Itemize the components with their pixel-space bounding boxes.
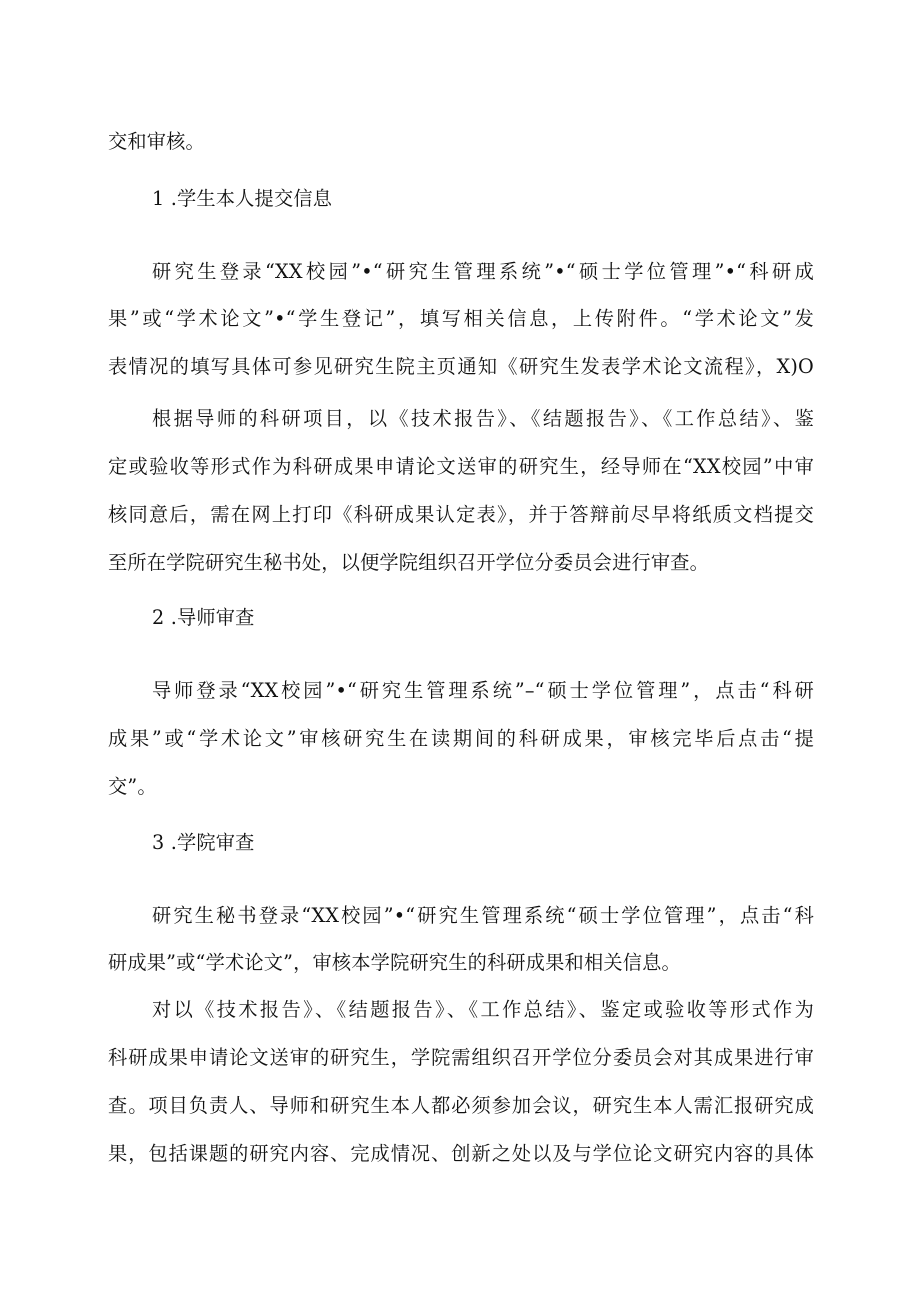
- text-line: 根据导师的科研项目，以《技术报告》、《结题报告》、《工作总结》、鉴: [152, 407, 814, 430]
- text-line: 交”。: [108, 775, 157, 798]
- text-line: 研究生登录“XX校园”•“研究生管理系统”•“硕士学位管理”•“科研成: [152, 260, 814, 283]
- text-line: 研成果”或“学术论文”，审核本学院研究生的科研成果和相关信息。: [108, 951, 681, 974]
- text-line: 成果”或“学术论文”审核研究生在读期间的科研成果，审核完毕后点击“提: [108, 727, 814, 750]
- text-line: 定或验收等形式作为科研成果申请论文送审的研究生，经导师在“XX校园”中审: [108, 455, 814, 478]
- text-line: 研究生秘书登录“XX校园”•“研究生管理系统“硕士学位管理”，点击“科: [152, 904, 814, 927]
- text-line: 至所在学院研究生秘书处，以便学院组织召开学位分委员会进行审查。: [108, 551, 710, 574]
- text-line: 表情况的填写具体可参见研究生院主页通知《研究生发表学术论文流程》，X)O: [108, 355, 814, 378]
- text-line: 对以《技术报告》、《结题报告》、《工作总结》、鉴定或验收等形式作为: [152, 998, 814, 1021]
- text-line: 果”或“学术论文”•“学生登记”，填写相关信息，上传附件。“学术论文”发: [108, 307, 814, 330]
- section-heading-2: 2 .导师审查: [152, 606, 255, 629]
- section-heading-1: 1 .学生本人提交信息: [152, 187, 333, 210]
- text-line: 导师登录“XX校园”•“研究生管理系统”–“硕士学位管理”，点击“科研: [152, 679, 814, 702]
- text-line: 核同意后，需在网上打印《科研成果认定表》，并于答辩前尽早将纸质文档提交: [108, 503, 814, 526]
- section-heading-3: 3 .学院审查: [152, 831, 255, 854]
- text-line: 查。项目负责人、导师和研究生本人都必须参加会议，研究生本人需汇报研究成: [108, 1094, 814, 1117]
- text-line: 果，包括课题的研究内容、完成情况、创新之处以及与学位论文研究内容的具体: [108, 1142, 814, 1165]
- text-line: 交和审核。: [108, 130, 205, 153]
- text-line: 科研成果申请论文送审的研究生，学院需组织召开学位分委员会对其成果进行审: [108, 1046, 814, 1069]
